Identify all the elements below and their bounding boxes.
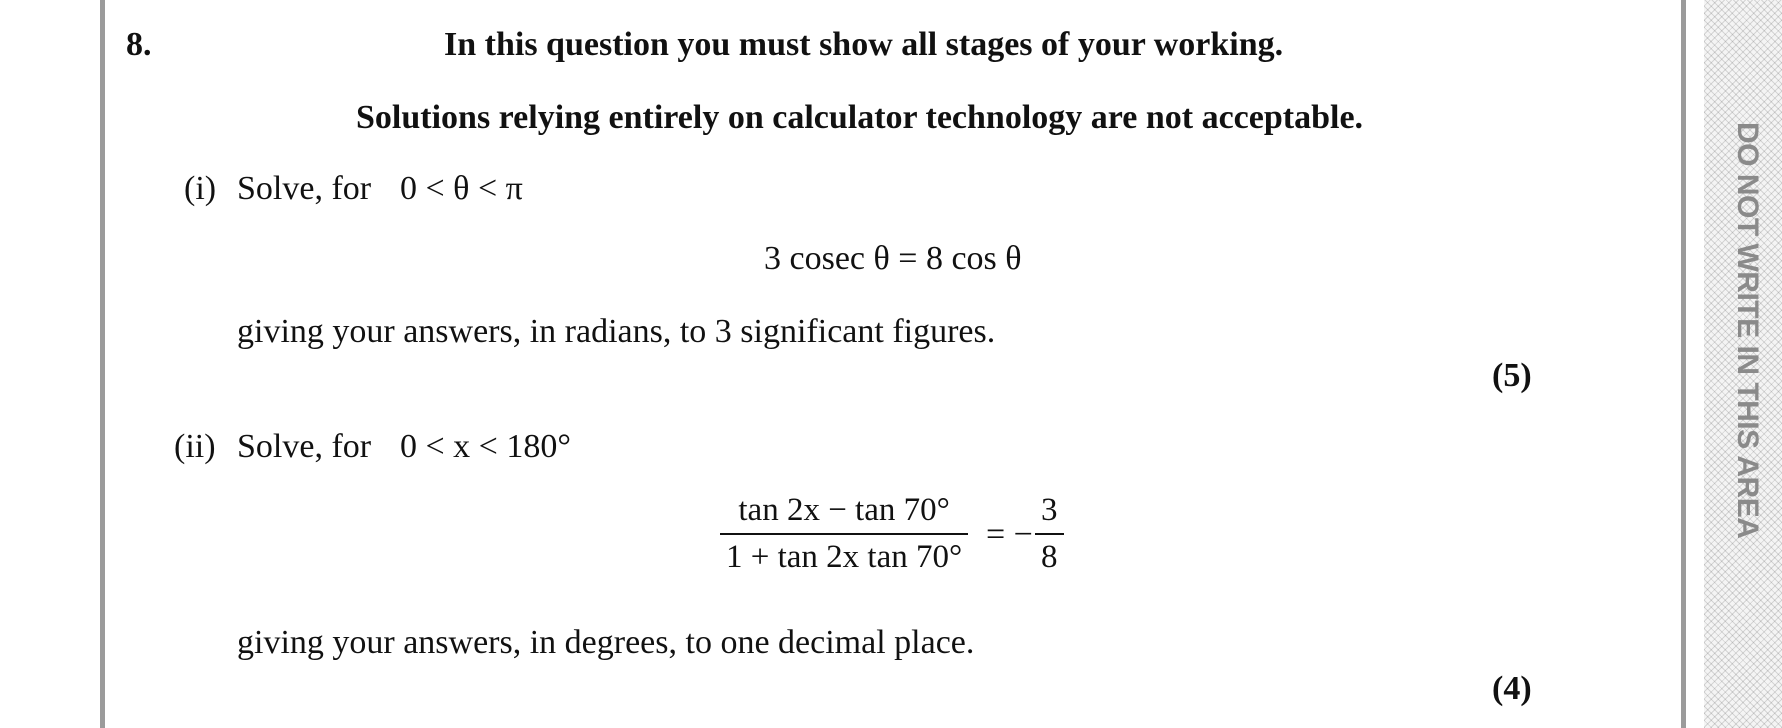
part-ii-range: 0 < x < 180°	[400, 428, 571, 465]
lhs-numerator: tan 2x − tan 70°	[738, 492, 950, 528]
part-i-range: 0 < θ < π	[400, 170, 523, 207]
part-ii-instruction: giving your answers, in degrees, to one decimal place.	[237, 624, 975, 661]
question-number: 8.	[126, 26, 152, 63]
part-ii-lhs-fraction	[720, 492, 968, 576]
part-i-equation: 3 cosec θ = 8 cos θ	[764, 240, 1022, 277]
part-ii-marks: (4)	[1492, 670, 1532, 707]
lhs-denominator: 1 + tan 2x tan 70°	[726, 539, 963, 575]
right-border-rule	[1681, 0, 1686, 728]
left-border-rule	[100, 0, 105, 728]
working-instruction: In this question you must show all stages of your working.	[444, 26, 1284, 63]
part-ii-equals: = −	[986, 516, 1033, 553]
part-ii-label: (ii)	[174, 428, 216, 465]
calculator-instruction: Solutions relying entirely on calculator technology are not acceptable.	[356, 99, 1364, 136]
part-i-instruction: giving your answers, in radians, to 3 significant figures.	[237, 313, 996, 350]
part-i-intro: Solve, for	[237, 170, 372, 207]
part-i-label: (i)	[184, 170, 217, 207]
do-not-write-label: DO NOT WRITE IN THIS AREA	[1731, 122, 1764, 539]
left-margin	[0, 0, 100, 728]
part-ii-rhs-fraction	[1035, 492, 1064, 576]
rhs-denominator: 8	[1041, 539, 1058, 575]
rhs-numerator: 3	[1041, 492, 1058, 528]
part-i-marks: (5)	[1492, 357, 1532, 394]
part-ii-intro: Solve, for	[237, 428, 372, 465]
